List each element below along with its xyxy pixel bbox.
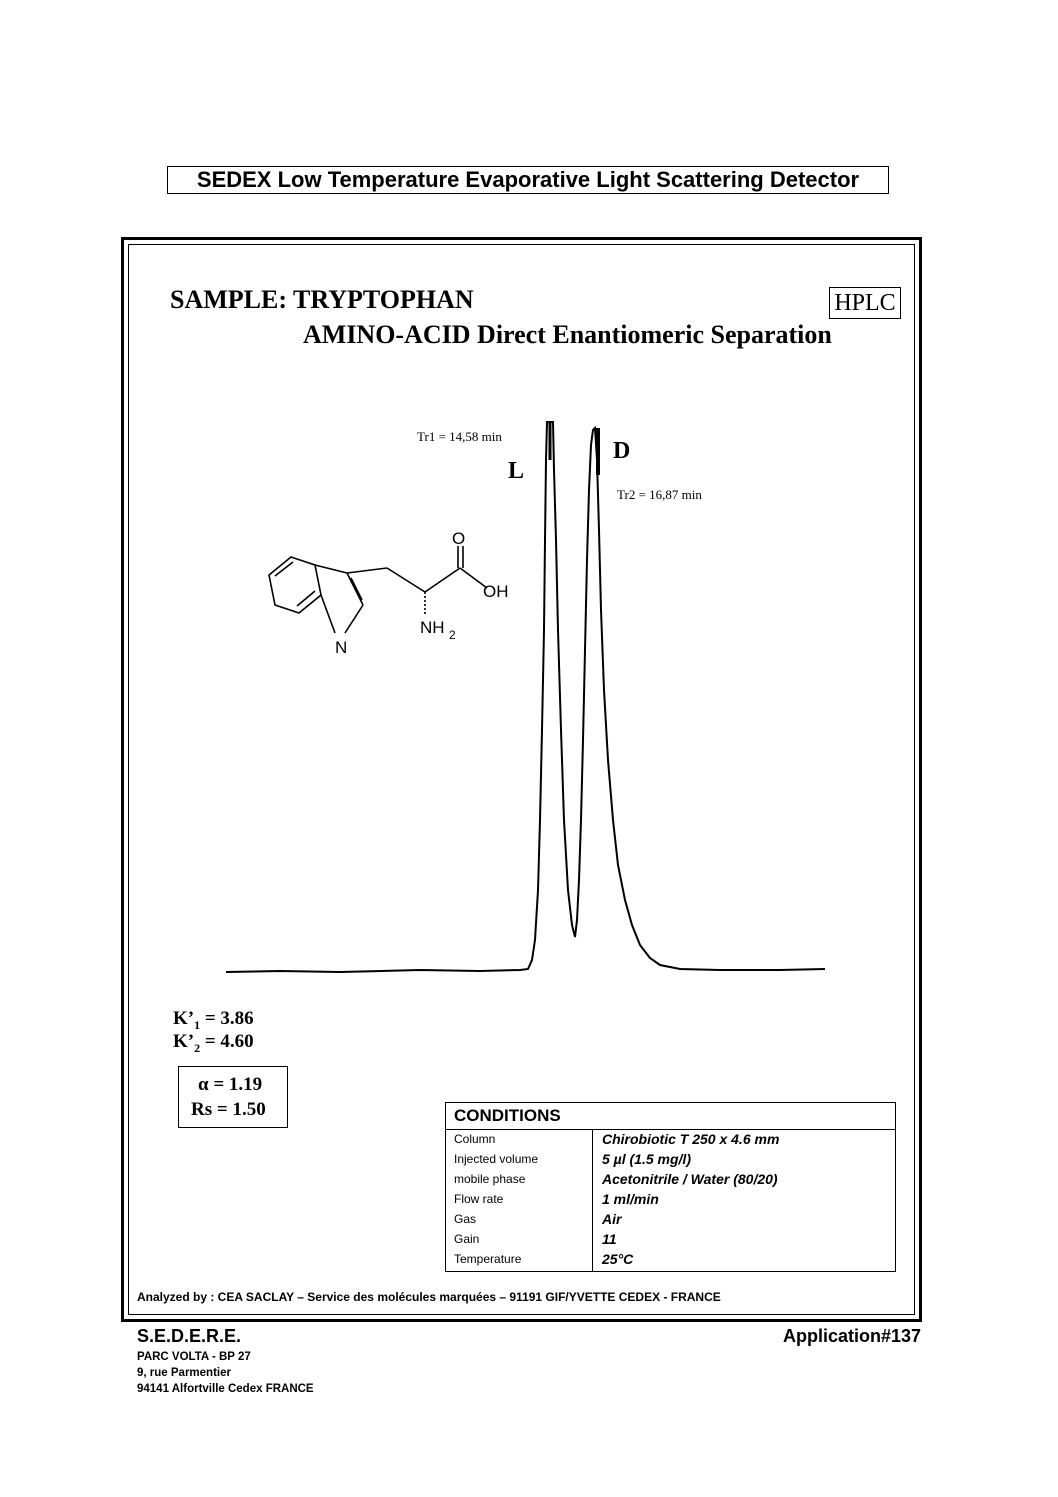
retention-time-2: Tr2 = 16,87 min	[617, 487, 702, 502]
condition-value: 11	[602, 1231, 617, 1247]
k2-number: = 4.60	[200, 1031, 254, 1052]
condition-label: Gain	[454, 1232, 480, 1246]
technique-badge: HPLC	[829, 287, 901, 319]
sample-title: SAMPLE: TRYPTOPHAN	[170, 285, 474, 314]
conditions-table	[445, 1102, 896, 1272]
k2-prefix: K’	[173, 1031, 195, 1052]
document-title: SEDEX Low Temperature Evaporative Light Scattering Detector	[167, 166, 889, 194]
condition-label: mobile phase	[454, 1172, 526, 1186]
selectivity-box	[178, 1066, 288, 1128]
sample-subtitle: AMINO-ACID Direct Enantiomeric Separation	[303, 320, 832, 349]
tryptophan-structure	[255, 520, 535, 670]
amine-label: NH	[420, 618, 445, 637]
address-line-2: 9, rue Parmentier	[137, 1367, 231, 1379]
k2-subscript: 2	[194, 1040, 201, 1055]
condition-value: Acetonitrile / Water (80/20)	[602, 1171, 778, 1187]
resolution-value: Rs = 1.50	[191, 1099, 266, 1120]
k1-subscript: 1	[194, 1017, 201, 1032]
hydroxyl-label: OH	[483, 582, 509, 601]
condition-label: Column	[454, 1132, 496, 1146]
condition-value: 25°C	[602, 1251, 634, 1267]
conditions-divider	[592, 1130, 593, 1271]
condition-label: Injected volume	[454, 1152, 539, 1166]
chromatogram-trace	[220, 400, 840, 990]
ring-nitrogen-label: N	[335, 638, 348, 657]
address-line-1: PARC VOLTA - BP 27	[137, 1351, 251, 1363]
trace-line	[226, 422, 825, 972]
k1-number: = 3.86	[200, 1008, 254, 1029]
application-number: Application#137	[782, 1326, 921, 1346]
condition-label: Flow rate	[454, 1192, 504, 1206]
address-line-3: 94141 Alfortville Cedex FRANCE	[137, 1383, 314, 1395]
condition-label: Temperature	[454, 1252, 522, 1266]
condition-value: 1 ml/min	[602, 1191, 659, 1207]
analyzed-by-note: Analyzed by : CEA SACLAY – Service des molécules marquées – 91191 GIF/YVETTE CEDEX - FRANCE	[137, 1290, 721, 1304]
condition-value: Air	[602, 1211, 622, 1227]
k1-value	[173, 1008, 254, 1033]
condition-value: 5 µl (1.5 mg/l)	[602, 1151, 691, 1167]
alpha-value: α = 1.19	[198, 1074, 263, 1095]
peak-label-d: D	[613, 438, 631, 464]
k2-value	[173, 1031, 254, 1056]
peak-label-l: L	[508, 458, 525, 484]
k1-prefix: K’	[173, 1008, 195, 1029]
condition-label: Gas	[454, 1212, 477, 1226]
retention-time-1: Tr1 = 14,58 min	[417, 429, 502, 444]
amine-subscript: 2	[449, 628, 456, 642]
condition-value: Chirobiotic T 250 x 4.6 mm	[602, 1131, 780, 1147]
company-name: S.E.D.E.R.E.	[137, 1326, 242, 1346]
conditions-title: CONDITIONS	[446, 1103, 895, 1130]
oxygen-label: O	[452, 529, 466, 548]
